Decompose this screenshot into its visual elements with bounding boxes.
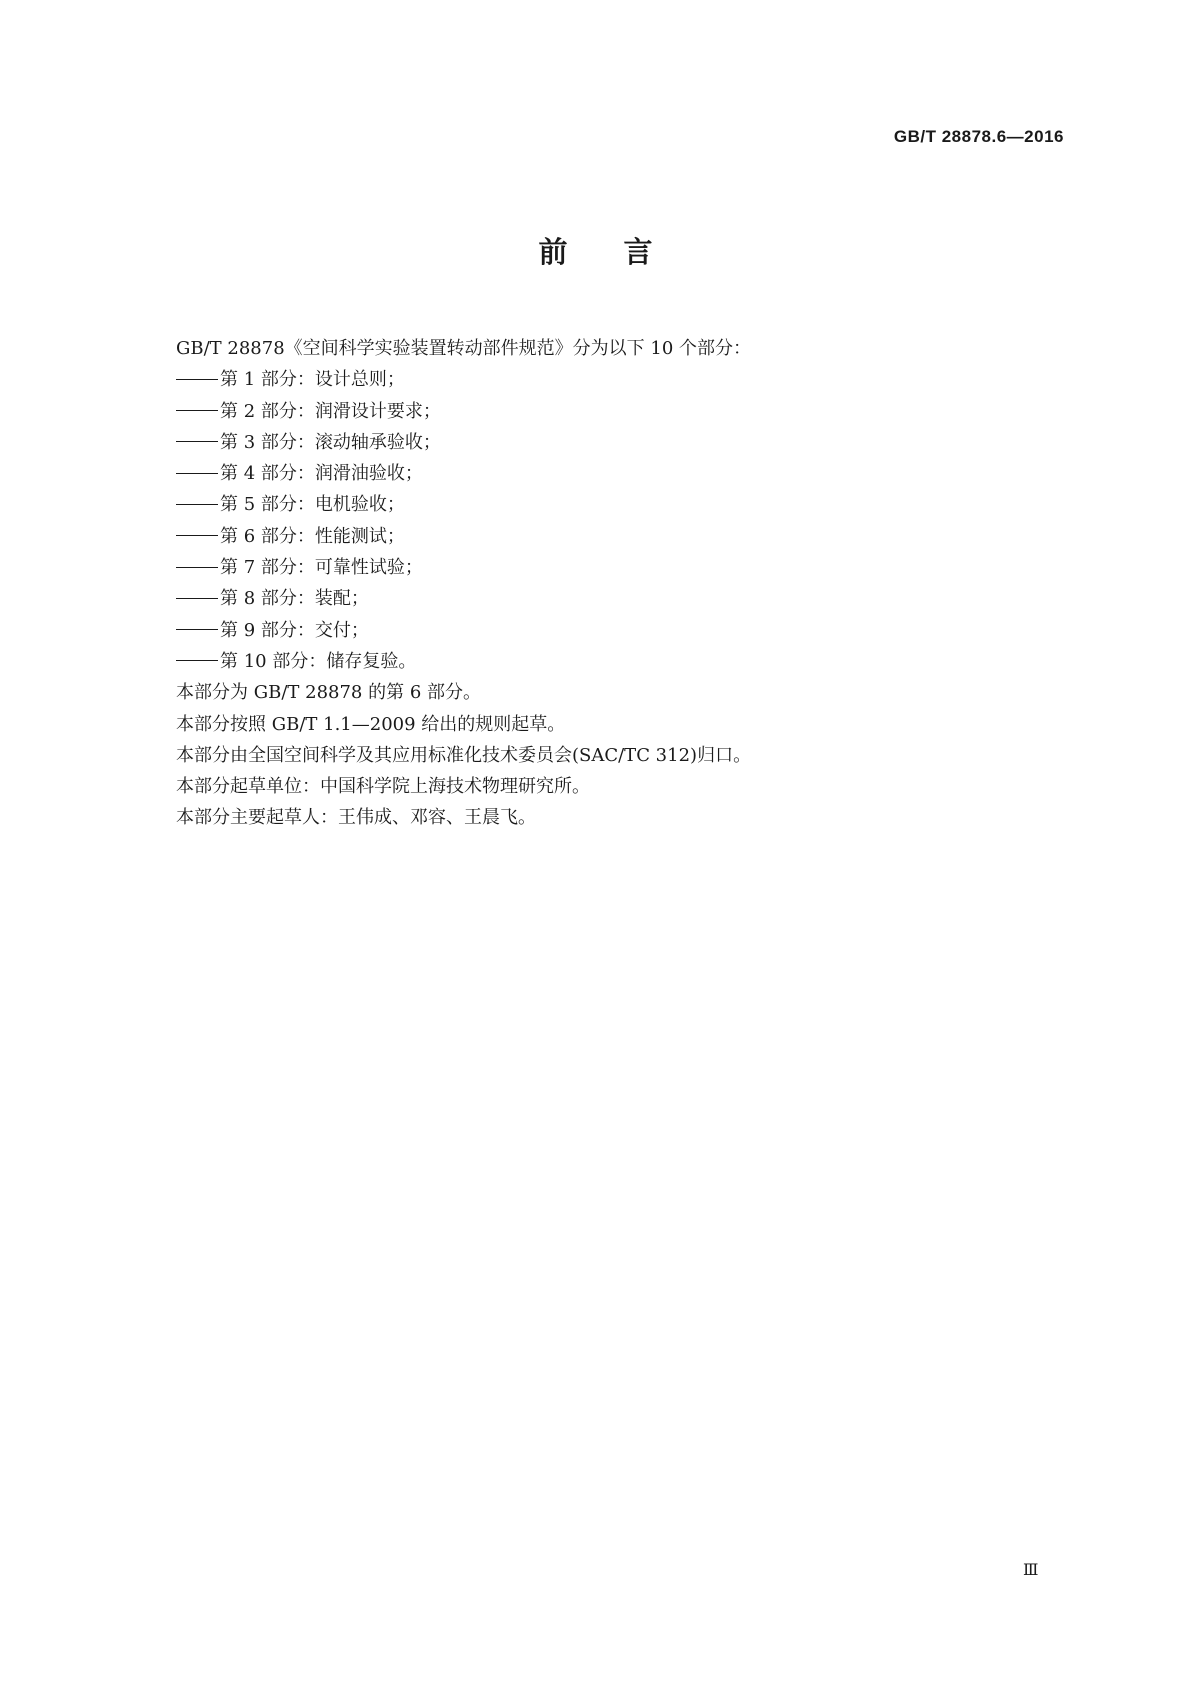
statement-drafting-rules: 本部分按照 GB/T 1.1—2009 给出的规则起草。 (176, 713, 566, 735)
list-item (176, 521, 1056, 552)
list-item (176, 489, 1056, 520)
statement-committee: 本部分由全国空间科学及其应用标准化技术委员会(SAC/TC 312)归口。 (176, 744, 752, 766)
list-item (176, 396, 1056, 427)
list-item (176, 458, 1056, 489)
em-dash (176, 660, 218, 661)
list-item (176, 552, 1056, 583)
list-item-text: 第 9 部分：交付； (220, 619, 369, 641)
em-dash (176, 535, 218, 536)
foreword-body (176, 333, 1056, 834)
list-item (176, 615, 1056, 646)
em-dash (176, 567, 218, 568)
list-item (176, 427, 1056, 458)
statement-part-number: 本部分为 GB/T 28878 的第 6 部分。 (176, 682, 481, 704)
list-item-text: 第 8 部分：装配； (220, 588, 369, 610)
list-item-text: 第 3 部分：滚动轴承验收； (220, 431, 441, 453)
list-item-text: 第 2 部分：润滑设计要求； (220, 400, 441, 422)
page-title: 前言 (538, 235, 709, 269)
em-dash (176, 629, 218, 630)
em-dash (176, 441, 218, 442)
intro-paragraph: GB/T 28878《空间科学实验装置转动部件规范》分为以下 10 个部分： (176, 338, 752, 359)
standard-number: GB/T 28878.6—2016 (893, 127, 1064, 146)
list-item-text: 第 4 部分：润滑油验收； (220, 463, 423, 485)
statement-drafters: 本部分主要起草人：王伟成、邓容、王晨飞。 (176, 807, 536, 829)
list-item-text: 第 5 部分：电机验收； (220, 494, 405, 516)
em-dash (176, 598, 218, 599)
list-item (176, 583, 1056, 614)
list-item-text: 第 6 部分：性能测试； (220, 525, 405, 547)
em-dash (176, 504, 218, 505)
em-dash (176, 473, 218, 474)
em-dash (176, 410, 218, 411)
page-number: Ⅲ (1023, 1560, 1039, 1579)
statement-drafting-unit: 本部分起草单位：中国科学院上海技术物理研究所。 (176, 776, 590, 798)
list-item-text: 第 10 部分：储存复验。 (220, 650, 417, 672)
list-item (176, 364, 1056, 395)
list-item-text: 第 1 部分：设计总则； (220, 369, 405, 391)
em-dash (176, 379, 218, 380)
list-item-text: 第 7 部分：可靠性试验； (220, 557, 423, 579)
list-item (176, 646, 1056, 677)
